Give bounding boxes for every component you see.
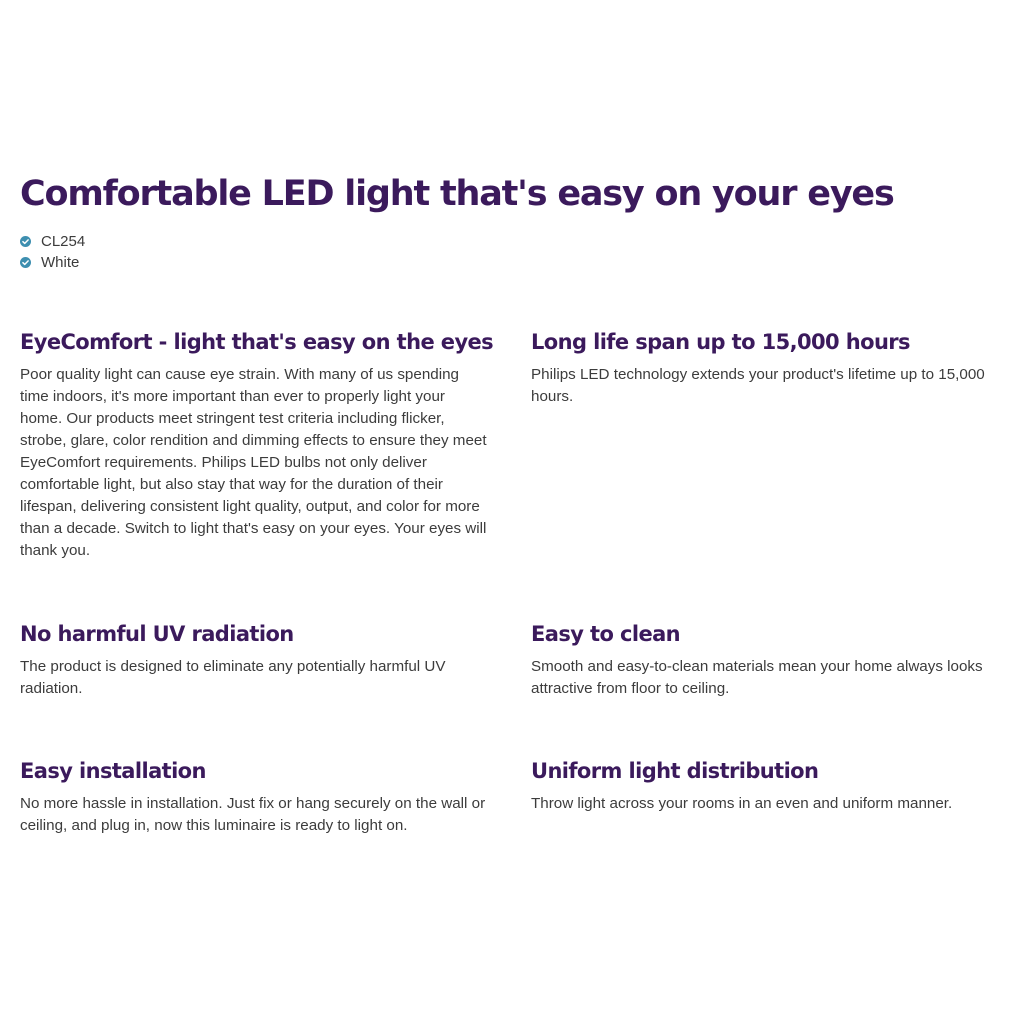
check-icon	[20, 257, 31, 268]
feature-description: No more hassle in installation. Just fix or hang securely on the wall or ceiling, and plug in, now this luminaire is ready to light on.	[20, 795, 486, 834]
feature-title: No harmful UV radiation	[20, 622, 294, 646]
feature-uniform-light	[531, 757, 1001, 815]
feature-description: Poor quality light can cause eye strain. With many of us spending time indoors, it's more important than ever to properly light your home. Our products meet stringent test criteria including flicker, strobe, glare, color rendition and dimming effects to ensure they meet EyeComfort requirements. Philips LED bulbs not only deliver comfortable light, but also stay that way for the duration of their lifespan, delivering consistent light quality, output, and color for more than a decade. Switch to light that's easy on your eyes. Your eyes will thank you.	[20, 366, 487, 559]
feature-description: The product is designed to eliminate any potentially harmful UV radiation.	[20, 658, 446, 697]
feature-description: Smooth and easy-to-clean materials mean your home always looks attractive from floor to ceiling.	[531, 658, 983, 697]
variant-label: CL254	[41, 233, 86, 250]
check-icon	[20, 236, 31, 247]
variant-list	[20, 231, 85, 273]
page-title: Comfortable LED light that's easy on your eyes	[20, 174, 894, 214]
feature-easy-clean	[531, 620, 1001, 700]
variant-label: White	[41, 254, 80, 271]
feature-no-uv	[20, 620, 490, 700]
feature-eyecomfort	[20, 328, 494, 562]
variant-item-color	[20, 252, 85, 273]
variant-item-model	[20, 231, 85, 252]
feature-title: Long life span up to 15,000 hours	[531, 330, 910, 354]
feature-description: Throw light across your rooms in an even and uniform manner.	[531, 795, 953, 812]
feature-long-life	[531, 328, 1001, 408]
feature-title: Easy to clean	[531, 622, 681, 646]
feature-title: EyeComfort - light that's easy on the eyes	[20, 330, 494, 354]
feature-title: Uniform light distribution	[531, 759, 819, 783]
feature-easy-installation	[20, 757, 490, 837]
feature-description: Philips LED technology extends your product's lifetime up to 15,000 hours.	[531, 366, 985, 405]
feature-title: Easy installation	[20, 759, 206, 783]
